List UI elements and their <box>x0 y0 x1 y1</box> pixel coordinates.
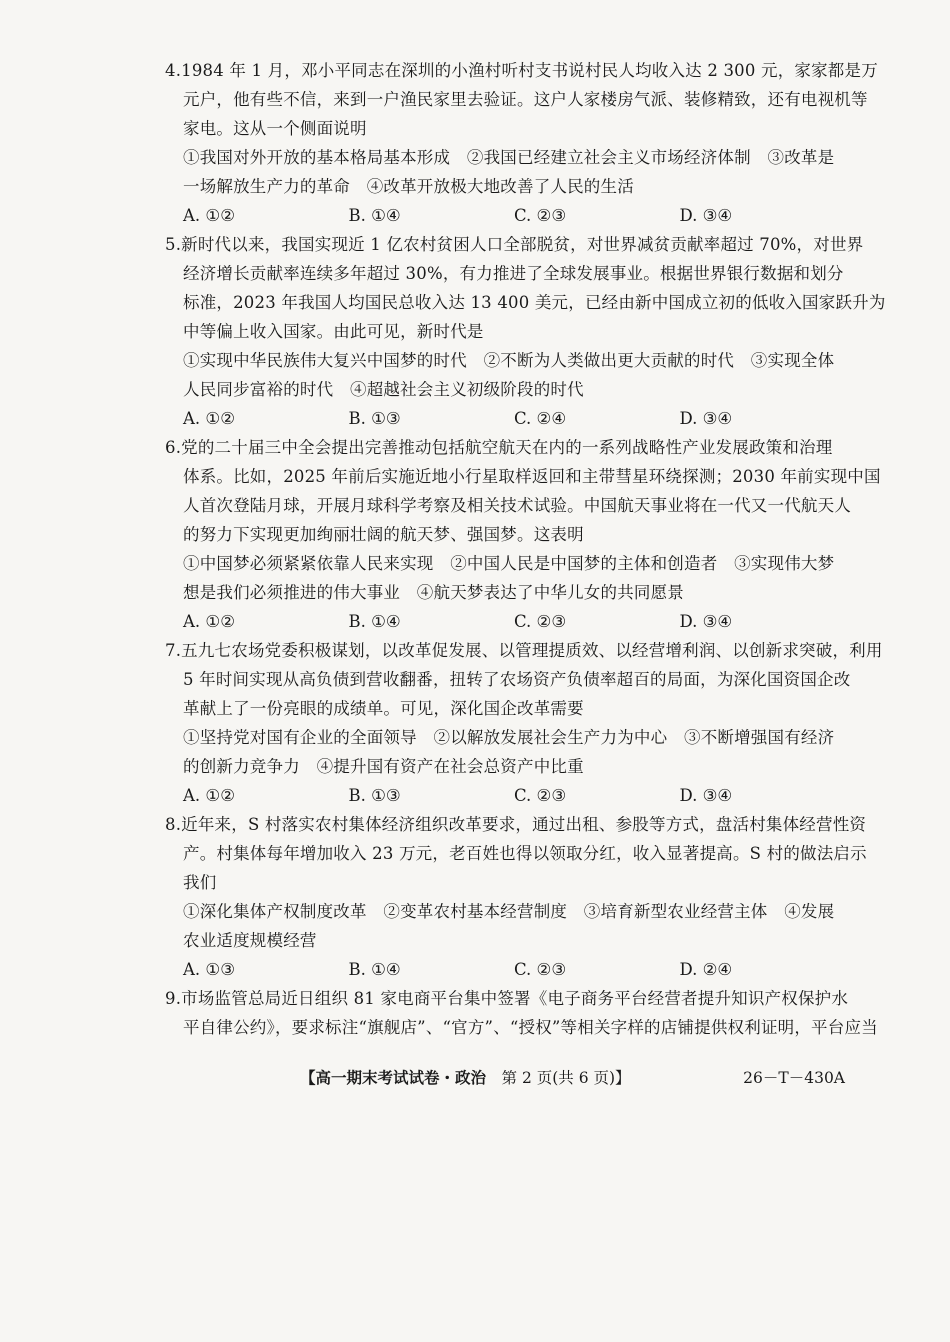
question-6 <box>165 433 881 636</box>
question-9 <box>165 984 878 1042</box>
exam-page <box>165 56 886 1042</box>
question-stem-text: 5 年时间实现从高负债到营收翻番，扭转了农场资产负债率超百的局面，为深化国资国企改 <box>183 670 851 689</box>
answer-option-b: B. ①④ <box>348 960 401 979</box>
question-number: 8. <box>165 815 182 834</box>
question-4 <box>165 56 878 230</box>
answer-options <box>165 201 845 230</box>
answer-options <box>165 404 845 433</box>
answer-option-c: C. ②③ <box>514 960 567 979</box>
answer-option-c: C. ②③ <box>514 206 567 225</box>
footer-code: 26－T－430A <box>743 1069 845 1087</box>
question-stem-line <box>165 984 849 1013</box>
question-stem-line <box>165 85 868 114</box>
answer-option-a: A. ①② <box>183 409 235 428</box>
answer-options <box>165 955 845 984</box>
answer-option-d: D. ②④ <box>679 960 733 979</box>
question-number: 9. <box>165 989 182 1008</box>
question-stem-line <box>165 56 878 85</box>
question-statement-line: ①中国梦必须紧紧依靠人民来实现 ②中国人民是中国梦的主体和创造者 ③实现伟大梦 <box>183 554 835 573</box>
footer-page-info: 第 2 页(共 6 页)】 <box>486 1069 631 1087</box>
question-stem-text: 中等偏上收入国家。由此可见，新时代是 <box>183 322 484 341</box>
footer-title <box>300 1066 631 1088</box>
question-5 <box>165 230 886 433</box>
question-stem-line <box>165 1013 878 1042</box>
question-number: 5. <box>165 235 182 254</box>
answer-option-b: B. ①③ <box>348 786 401 805</box>
question-stem-line <box>165 868 845 897</box>
question-number: 7. <box>165 641 182 660</box>
question-statement-line: ①我国对外开放的基本格局基本形成 ②我国已经建立社会主义市场经济体制 ③改革是 <box>183 148 835 167</box>
question-stem-text: 标准，2023 年我国人均国民总收入达 13 400 美元，已经由新中国成立初的低收入国家跃升为 <box>183 293 886 312</box>
answer-option-d: D. ③④ <box>679 612 733 631</box>
question-statement-line: ①坚持党对国有企业的全面领导 ②以解放发展社会生产力为中心 ③不断增强国有经济 <box>183 728 835 747</box>
question-stem-line <box>165 259 845 288</box>
question-statement-line: ①深化集体产权制度改革 ②变革农村基本经营制度 ③培育新型农业经营主体 ④发展 <box>183 902 835 921</box>
question-stem-text: 我们 <box>183 873 217 892</box>
question-stem-line <box>165 520 845 549</box>
question-stem-line <box>165 462 881 491</box>
question-8 <box>165 810 867 984</box>
question-stem-line <box>165 433 845 462</box>
question-stem-text: 人首次登陆月球，开展月球科学考察及相关技术试验。中国航天事业将在一代又一代航天人 <box>183 496 851 515</box>
question-statement-line: ①实现中华民族伟大复兴中国梦的时代 ②不断为人类做出更大贡献的时代 ③实现全体 <box>183 351 835 370</box>
question-stem-text: 近年来，S 村落实农村集体经济组织改革要求，通过出租、参股等方式，盘活村集体经营性资 <box>181 815 867 834</box>
question-7 <box>165 636 883 810</box>
footer-exam-title: 【高一期末考试试卷・政治 <box>300 1068 487 1087</box>
question-number: 4. <box>165 61 182 80</box>
answer-option-c: C. ②④ <box>514 409 567 428</box>
question-stem-text: 元户，他有些不信，来到一户渔民家里去验证。这户人家楼房气派、装修精致，还有电视机等 <box>183 90 868 109</box>
answer-option-d: D. ③④ <box>679 206 733 225</box>
question-stem-text: 1984 年 1 月，邓小平同志在深圳的小渔村听村支书说村民人均收入达 2 300 元，家家都是万 <box>181 61 878 80</box>
question-stem-line <box>165 317 845 346</box>
answer-option-a: A. ①③ <box>183 960 235 979</box>
page-footer <box>300 1066 845 1088</box>
answer-options <box>165 781 845 810</box>
question-statement-line: 人民同步富裕的时代 ④超越社会主义初级阶段的时代 <box>183 380 584 399</box>
question-statement-line: 一场解放生产力的革命 ④改革开放极大地改善了人民的生活 <box>183 177 634 196</box>
question-stem-text: 体系。比如，2025 年前后实施近地小行星取样返回和主带彗星环绕探测；2030 年前实现中国 <box>183 467 881 486</box>
answer-option-b: B. ①④ <box>348 206 401 225</box>
answer-option-b: B. ①③ <box>348 409 401 428</box>
question-stem-text: 家电。这从一个侧面说明 <box>183 119 367 138</box>
question-stem-text: 党的二十届三中全会提出完善推动包括航空航天在内的一系列战略性产业发展政策和治理 <box>181 438 833 457</box>
question-stem-line <box>165 114 845 143</box>
question-number: 6. <box>165 438 182 457</box>
question-stem-line <box>165 491 851 520</box>
question-stem-text: 市场监管总局近日组织 81 家电商平台集中签署《电子商务平台经营者提升知识产权保护水 <box>181 989 849 1008</box>
question-stem-text: 平自律公约》，要求标注“旗舰店”、“官方”、“授权”等相关字样的店铺提供权利证明，平台应当 <box>183 1018 878 1037</box>
question-stem-text: 五九七农场党委积极谋划，以改革促发展、以管理提质效、以经营增利润、以创新求突破，利用 <box>181 641 883 660</box>
question-statement-line: 想是我们必须推进的伟大事业 ④航天梦表达了中华儿女的共同愿景 <box>183 583 684 602</box>
answer-option-c: C. ②③ <box>514 786 567 805</box>
answer-option-a: A. ①② <box>183 612 235 631</box>
question-stem-text: 的努力下实现更加绚丽壮阔的航天梦、强国梦。这表明 <box>183 525 584 544</box>
answer-option-a: A. ①② <box>183 206 235 225</box>
answer-option-d: D. ③④ <box>679 409 733 428</box>
question-stem-text: 革献上了一份亮眼的成绩单。可见，深化国企改革需要 <box>183 699 584 718</box>
answer-option-b: B. ①④ <box>348 612 401 631</box>
question-stem-line <box>165 230 864 259</box>
question-stem-text: 经济增长贡献率连续多年超过 30%，有力推进了全球发展事业。根据世界银行数据和划分 <box>183 264 844 283</box>
question-stem-line <box>165 288 886 317</box>
question-statement-line: 的创新力竞争力 ④提升国有资产在社会总资产中比重 <box>183 757 584 776</box>
answer-option-c: C. ②③ <box>514 612 567 631</box>
question-stem-line <box>165 839 867 868</box>
answer-option-d: D. ③④ <box>679 786 733 805</box>
answer-option-a: A. ①② <box>183 786 235 805</box>
question-stem-line <box>165 694 845 723</box>
question-stem-line <box>165 810 867 839</box>
question-statement-line: 农业适度规模经营 <box>183 931 317 950</box>
question-stem-text: 产。村集体每年增加收入 23 万元，老百姓也得以领取分红，收入显著提高。S 村的做法启示 <box>183 844 867 863</box>
question-stem-text: 新时代以来，我国实现近 1 亿农村贫困人口全部脱贫，对世界减贫贡献率超过 70%，对世界 <box>181 235 864 254</box>
question-stem-line <box>165 636 883 665</box>
question-stem-line <box>165 665 851 694</box>
answer-options <box>165 607 845 636</box>
